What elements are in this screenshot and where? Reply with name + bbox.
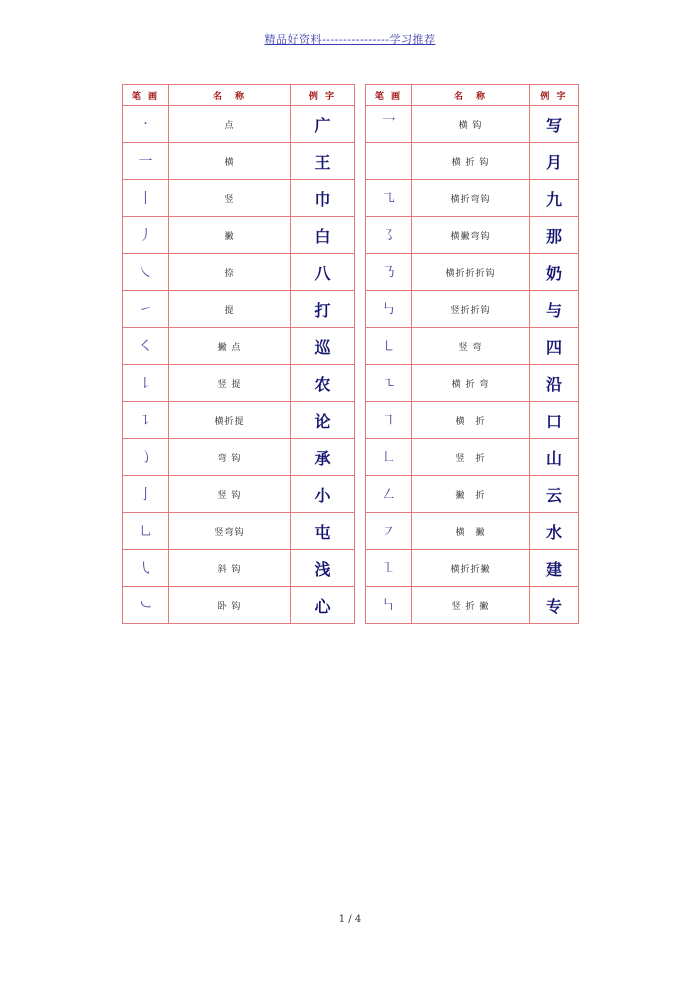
stroke-name: 竖弯钩: [169, 513, 291, 550]
example-character: 王: [291, 143, 355, 180]
table-row: [123, 550, 355, 587]
stroke-glyph: ㇌: [366, 217, 412, 254]
table-row: [123, 106, 355, 143]
stroke-name: 横折折折钩: [412, 254, 530, 291]
example-character: 那: [530, 217, 579, 254]
stroke-glyph: ㇄: [366, 328, 412, 365]
example-character: 广: [291, 106, 355, 143]
stroke-name: 撇 点: [169, 328, 291, 365]
table-row: [366, 180, 579, 217]
example-character: 屯: [291, 513, 355, 550]
example-character: 奶: [530, 254, 579, 291]
stroke-glyph: ㇗: [366, 439, 412, 476]
example-character: 与: [530, 291, 579, 328]
page-header: 精品好资料----------------学习推荐: [264, 33, 436, 46]
stroke-glyph: ㇞: [366, 587, 412, 624]
table-row: [366, 439, 579, 476]
stroke-table-right-body: [366, 106, 579, 624]
stroke-name: 撇: [169, 217, 291, 254]
stroke-name: 竖折折钩: [412, 291, 530, 328]
stroke-glyph: ㇙: [123, 365, 169, 402]
stroke-glyph: ㇀: [123, 291, 169, 328]
stroke-glyph: ㇅: [366, 550, 412, 587]
table-header-row: [123, 85, 355, 106]
stroke-name: 捺: [169, 254, 291, 291]
table-row: [123, 143, 355, 180]
stroke-name: 横折折撇: [412, 550, 530, 587]
example-character: 打: [291, 291, 355, 328]
column-header-name: 名 称: [412, 85, 530, 106]
stroke-glyph: 丿: [123, 217, 169, 254]
stroke-name: 提: [169, 291, 291, 328]
table-row: [366, 217, 579, 254]
stroke-glyph: ㇁: [123, 439, 169, 476]
stroke-name: 横: [169, 143, 291, 180]
stroke-glyph: [366, 143, 412, 180]
example-character: 农: [291, 365, 355, 402]
stroke-name: 斜 钩: [169, 550, 291, 587]
table-row: [123, 365, 355, 402]
table-row: [123, 328, 355, 365]
table-row: [123, 513, 355, 550]
stroke-glyph: 丨: [123, 180, 169, 217]
stroke-name: 横折弯钩: [412, 180, 530, 217]
table-row: [366, 550, 579, 587]
example-character: 论: [291, 402, 355, 439]
table-row: [123, 439, 355, 476]
stroke-name: 横 折: [412, 402, 530, 439]
stroke-glyph: ㇍: [366, 365, 412, 402]
example-character: 写: [530, 106, 579, 143]
example-character: 承: [291, 439, 355, 476]
stroke-name: 横 折 钩: [412, 143, 530, 180]
stroke-tables: [122, 84, 578, 632]
column-header-stroke: 笔 画: [366, 85, 412, 106]
stroke-glyph: ㇕: [366, 402, 412, 439]
stroke-glyph: ㇇: [366, 513, 412, 550]
stroke-name: 竖: [169, 180, 291, 217]
table-row: [366, 254, 579, 291]
stroke-table-left: [122, 84, 355, 624]
table-row: [123, 402, 355, 439]
table-row: [366, 402, 579, 439]
example-character: 山: [530, 439, 579, 476]
stroke-glyph: 一: [123, 143, 169, 180]
stroke-name: 点: [169, 106, 291, 143]
table-row: [123, 476, 355, 513]
stroke-name: 横 撇: [412, 513, 530, 550]
stroke-name: 横撇弯钩: [412, 217, 530, 254]
stroke-name: 竖 折: [412, 439, 530, 476]
stroke-glyph: ㇉: [366, 291, 412, 328]
stroke-name: 卧 钩: [169, 587, 291, 624]
stroke-table-right: [365, 84, 579, 624]
table-row: [366, 291, 579, 328]
example-character: 心: [291, 587, 355, 624]
stroke-glyph: 亅: [123, 476, 169, 513]
stroke-glyph: ㇊: [123, 402, 169, 439]
example-character: 口: [530, 402, 579, 439]
table-header-row: [366, 85, 579, 106]
stroke-name: 撇 折: [412, 476, 530, 513]
example-character: 云: [530, 476, 579, 513]
page-number: 1 / 4: [338, 914, 362, 925]
table-row: [123, 291, 355, 328]
stroke-glyph: ㇃: [123, 587, 169, 624]
table-row: [366, 513, 579, 550]
stroke-glyph: ㇟: [123, 513, 169, 550]
example-character: 月: [530, 143, 579, 180]
stroke-table-left-body: [123, 106, 355, 624]
column-header-name: 名 称: [169, 85, 291, 106]
table-row: [366, 328, 579, 365]
example-character: 水: [530, 513, 579, 550]
example-character: 建: [530, 550, 579, 587]
stroke-name: 竖 提: [169, 365, 291, 402]
example-character: 巡: [291, 328, 355, 365]
table-row: [123, 180, 355, 217]
example-character: 浅: [291, 550, 355, 587]
stroke-glyph: ㇡: [366, 254, 412, 291]
example-character: 沿: [530, 365, 579, 402]
table-row: [366, 106, 579, 143]
example-character: 八: [291, 254, 355, 291]
stroke-glyph: ㇏: [123, 254, 169, 291]
stroke-name: 横 折 弯: [412, 365, 530, 402]
column-header-example: 例 字: [530, 85, 579, 106]
column-header-stroke: 笔 画: [123, 85, 169, 106]
table-row: [123, 254, 355, 291]
stroke-glyph: 乛: [366, 106, 412, 143]
example-character: 巾: [291, 180, 355, 217]
table-row: [366, 365, 579, 402]
stroke-name: 弯 钩: [169, 439, 291, 476]
example-character: 四: [530, 328, 579, 365]
table-row: [123, 217, 355, 254]
stroke-glyph: ㇈: [366, 180, 412, 217]
stroke-glyph: ㇂: [123, 550, 169, 587]
example-character: 小: [291, 476, 355, 513]
stroke-glyph: ㇛: [123, 328, 169, 365]
example-character: 专: [530, 587, 579, 624]
table-row: [366, 587, 579, 624]
stroke-name: 横折提: [169, 402, 291, 439]
stroke-name: 竖 折 撇: [412, 587, 530, 624]
example-character: 白: [291, 217, 355, 254]
table-row: [123, 587, 355, 624]
stroke-glyph: ㇜: [366, 476, 412, 513]
stroke-name: 竖 钩: [169, 476, 291, 513]
column-header-example: 例 字: [291, 85, 355, 106]
stroke-name: 横 钩: [412, 106, 530, 143]
table-row: [366, 143, 579, 180]
stroke-glyph: ·: [123, 106, 169, 143]
table-row: [366, 476, 579, 513]
stroke-name: 竖 弯: [412, 328, 530, 365]
example-character: 九: [530, 180, 579, 217]
